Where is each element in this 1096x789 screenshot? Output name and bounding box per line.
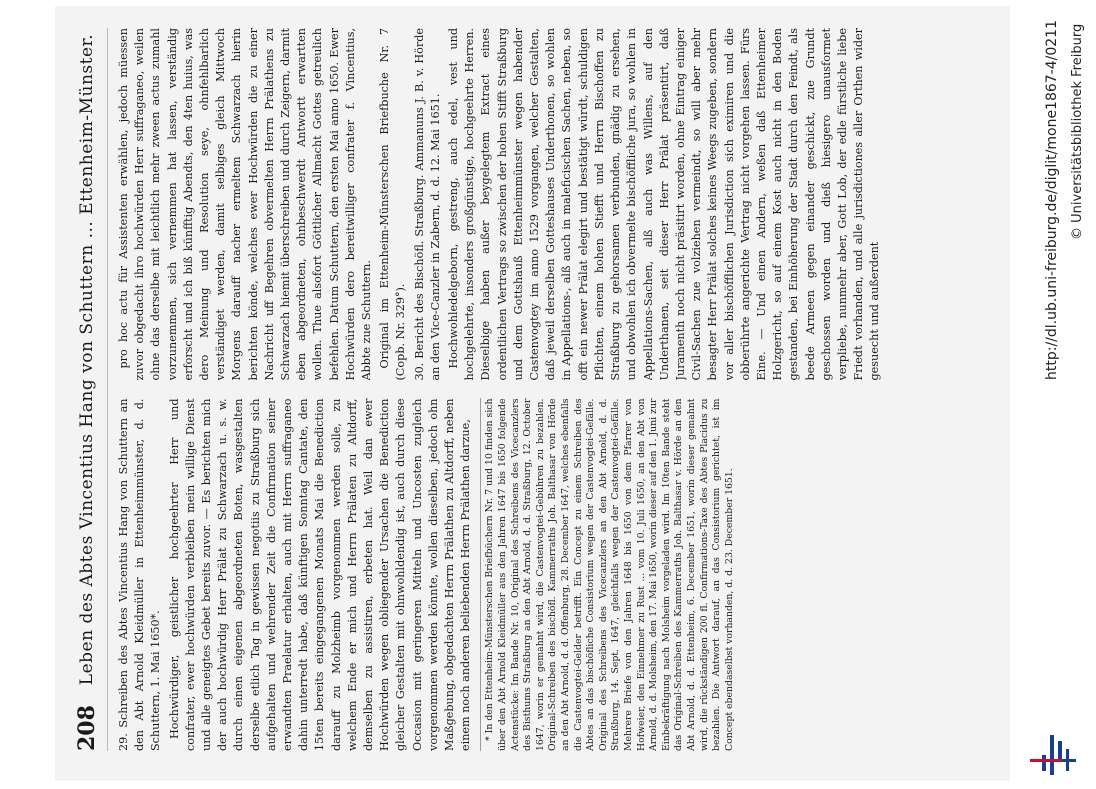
body-paragraph: pro hoc actu für Assistenten erwählen, jedoch müessen zuvor obgedacht ihro hochwürden Herr suffraganeo, weilen ohne das derselbe mit leichtlich mehr zween actus zumahl vorzunemmen, sich vernemmen hat lassen, verständig erforscht und ich biß künfftig Abendts, den 4ten huius, was dero Meinung und Resolution seye, ohnfehlbarlich verständiget werden, damit selbiges gleich Mittwoch Morgens darauff nacher ermeltem Schwarzach hierin berichten könde, welches ewer Hochwürden die zu einer Nachricht uff Begehren obvermelten Herrn Prälathens zu Schwarzach hiemit überschreiben und durch Zeigern, darmit eben abgeordneten, ohnbeschwerdt Antwortt erwartten wollen. Thue alsofort Göttlicher Allmacht Gottes getreulich befehlen. Datum Schuttern, den ersten Mai anno 1650. Ewer Hochwürden dero bereitwilliger confrater f. Vincentius, Abbte zue Schuttern. [117,28,374,381]
running-head: Leben des Abtes Vincentius Hang von Schuttern ... Ettenheim-Münster. [77,33,97,686]
copyright-notice: © Universitätsbibliothek Freiburg [1070,23,1085,240]
university-library-logo-icon [1030,735,1076,775]
rotated-page-content [55,6,1010,781]
document-entry-30: 30. Bericht des Bischöfl. Straßburg. Ammanuns J. B. v. Hörde an den Vice-Canzler in Zabern, d. d. 12. Mai 1651. [412,28,442,381]
left-column [116,399,986,752]
margin-strip [1010,0,1096,789]
source-note: Original im Ettenheim-Münsterschen Briefbuche Nr. 7 (Copb. Nr. 329°). [378,28,408,381]
footnote-text: * In den Ettenheim-Münsterschen Briefbüchern Nr. 7 und 10 finden sich über den Abt Arnold Kleidmüller aus den Jahren 1647 bis 1650 folgende Actenstücke: Im Bande Nr. 10, Original des Schreibens des Vicecanzlers des Bisthums Straßburg an den Abt Arnold, d. d. Straßburg, 12. October 1647, worin er gemahnt wird, die Castenvogtei-Gebühren zu bezahlen. Original-Schreiben des bischöfl. Kammerraths Joh. Balthasar von Hörde an den Abt Arnold, d. d. Offenburg, 28. December 1647, welches ebenfalls die Castenvogtei-Gelder betrifft. Ein Concept zu einem Schreiben des Abtes an das bischöfliche Consistorium wegen der Castenvogtei-Gefälle. Original des Schreibens des Vicecanzlers an den Abt Arnold, d. d. Straßburg, 14. Sept. 1647, gleichfalls wegen der Castenvogtei-Gefälle. Mehrere Briefe von den Jahren 1648 bis 1650 von dem Pfarrer von Hofweier, den Einnehmer zu Rust ... vom 10. Juli 1650, an den Abt von Arnold, d. d. Molsheim, den 17. Mai 1650, worin dieser auf den 1. Juni zur Einbekräftigung nach Molsheim vorgeladen wird. Im 10ten Bande steht das Original-Schreiben des Kammerraths Joh. Balthasar v. Hörde an den Abt Arnold, d. d. Ettenheim, 6. December 1651, worin dieser gemahnt wird, die rückständigen 200 fl. Confirmations-Taxe des Abtes Placidus zu bezahlen. Die Antwort darauf, an das Consistorium gerichtet, ist im Concept ebendaselbst vorhanden, d. d. 23. December 1651. [484,398,735,751]
page-number: 208 [74,705,100,751]
body-paragraph: Hochwohledelgeborn, gestreng, auch edel, vest und hochgelehrte, insonders großgünstige, hochgeehrte Herren. Dieselbige haben außer beygelegtem Extract eines ordentlichen Vertrags so zwischen der hohen Stifft Straßburg und dem Gottshauß Ettenheimmünster wegen habender Castenvogtey im anno 1529 vorgangen, welcher Gestalten, daß jeweil derselben Gotteshauses Underthonen, so wohlen in Appellations-, alß auch in maleficischen Sachen, neben, so offt ein newer Prälat elegirt und bestätigt würdt, schuldigen Pflichten, einem hohen Stiefft und Herrn Bischoffen zu Straßburg zu gehorsamen verbunden, gnädig zu ersehen, und obwohlen ich obvermelte bischöffliche jura, so wohlen in Appellations-Sachen, alß auch was Willens, auf den Underthanen, seit dieser Herr Prälat präsentirt, daß Juramenth noch nicht präsitirt worden, ohne Eintrag einiger Civil-Sachen zue volziehen vermeindt, so will aber mehr besagter Herr Prälat solches keines Weegs zugeben, sondern vor aller bischöfflichen Jurisdiction sich eximiren und die obberührte angerichte Vertrag nicht vorgehen lassen. Fürs Eine. — Und einen Andern, weßen daß Ettenheimer Holzgericht, so auf einem Kost auch nicht in den Boden gestanden, bei Einhöherung der Stadt durch den Feindt, als beede Armeen gegen einander geschickt, zue Grundt geschossen worden und dieß hiesigero unausformet verpliebe, nunmehr aber, Gott Lob, der edle fürstliche liebe Friedt vorhanden, und alle jurisdictiones aller Orthen wider gesuecht und außerdent [447,28,882,381]
scanned-page [55,6,1010,781]
page-header [67,28,108,751]
right-column [116,28,986,381]
document-entry-29: 29. Schreiben des Abtes Vincentius Hang von Schuttern an den Abt Arnold Kleidmüller in Ettenheimmünster, d. d. Schuttern, 1. Mai 1650*. [117,398,163,751]
body-paragraph: Hochwürdiger, geistlicher hochgeehrter Herr und confrater, ewer hochwürden verbleiben mein willige Dienst und alle geneigtes Gebet bereits zuvor. — Es berichten mich der auch hochwürdig Herr Prälat zu Schwarzach u. s. w. durch einen eigenen abgeordneten Boten, wasgestalten derselbe etlich Tag in gewissen negotiis zu Straßburg sich aufgehalten und wehrender Zeit die Confirmation seiner erwandten Praelatur erhalten, auch mit Herrn suffraganeo dahin unterredt habe, daß künftigen Sonntag Cantate, den 15ten bereits eingegangenen Monats Mai die Benediction darauff zu Molzheimb vorgenommen werden solle, zu welchem Ende er mich und Herrn Prälaten zu Altdorff, demselben zu assistiren, erbeten hat. Weil dan ewer Hochwürden wegen obliegender Ursachen die Benediction gleicher Gestalten mit ohnwohldendig ist, auch durch diese Occasion mit geringeren Mitteln und Uncosten zugleich vorgenommen werden könnte, wollen dieselben, jedoch ohn Maßgebung, obgedachten Herrn Prälathen zu Altdorff, neben einem noch anderen beliebenden Herrn Prälathen darzue, [167,398,473,751]
source-url-link[interactable]: http://dl.ub.uni-freiburg.de/diglit/mone1867-4/0211 [1044,20,1060,380]
footnote [480,399,736,752]
text-columns [116,28,986,751]
